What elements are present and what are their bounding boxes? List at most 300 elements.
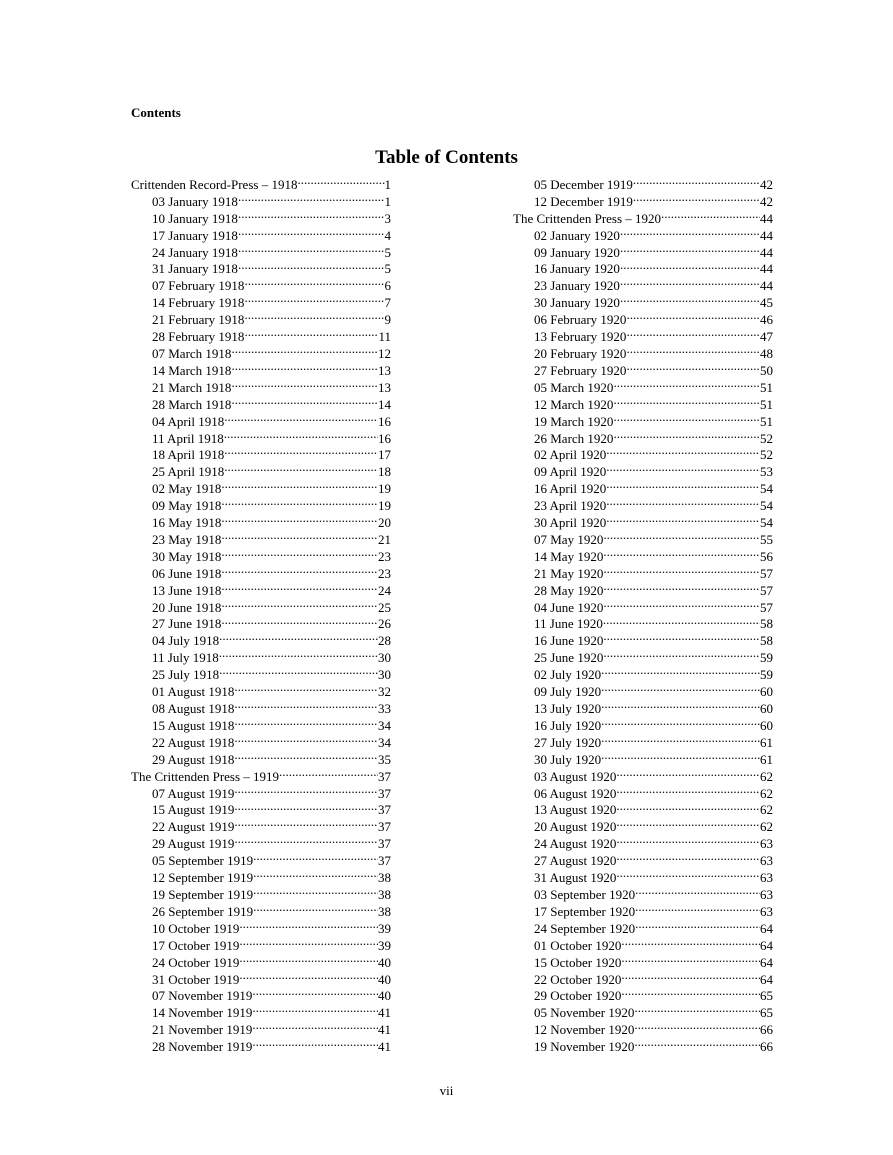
toc-entry-label: 27 February 1920 bbox=[534, 362, 627, 378]
toc-entry-label: 21 May 1920 bbox=[534, 565, 604, 581]
toc-dot-leader bbox=[601, 747, 760, 764]
toc-entry-label: 27 June 1918 bbox=[152, 616, 222, 632]
toc-dot-leader bbox=[616, 798, 760, 815]
toc-entry-page: 53 bbox=[760, 464, 773, 480]
toc-dot-leader bbox=[234, 831, 378, 848]
toc-entry-page: 65 bbox=[760, 1005, 773, 1021]
toc-dot-leader bbox=[221, 510, 378, 527]
toc-entry-label: 08 August 1918 bbox=[152, 701, 235, 716]
toc-entry-label: The Crittenden Press – 1919 bbox=[131, 768, 280, 784]
toc-dot-leader bbox=[252, 1000, 378, 1017]
toc-entry-page: 44 bbox=[760, 261, 773, 277]
toc-dot-leader bbox=[231, 358, 378, 375]
toc-dot-leader bbox=[244, 307, 384, 324]
toc-entry-label: 12 December 1919 bbox=[534, 193, 633, 209]
toc-entry-label: 14 May 1920 bbox=[534, 548, 604, 564]
toc-entry-label: 16 April 1920 bbox=[534, 481, 607, 497]
toc-dot-leader bbox=[234, 679, 378, 696]
toc-dot-leader bbox=[221, 578, 378, 595]
toc-dot-leader bbox=[219, 645, 378, 662]
toc-entry-page: 66 bbox=[760, 1039, 773, 1055]
toc-dot-leader bbox=[634, 1034, 760, 1051]
toc-entry-page: 63 bbox=[760, 870, 773, 886]
toc-entry-label: 05 December 1919 bbox=[534, 176, 633, 192]
toc-dot-leader bbox=[244, 324, 378, 341]
toc-entry-page: 40 bbox=[378, 988, 391, 1004]
toc-entry-page: 47 bbox=[760, 329, 773, 345]
toc-entry-label: 06 August 1920 bbox=[534, 785, 617, 801]
toc-entry-page: 41 bbox=[378, 1022, 391, 1038]
toc-dot-leader bbox=[603, 578, 760, 595]
toc-entry-page: 17 bbox=[378, 447, 391, 463]
toc-dot-leader bbox=[633, 172, 760, 189]
toc-entry-label: 30 April 1920 bbox=[534, 515, 607, 531]
toc-entry-label: 22 October 1920 bbox=[534, 971, 622, 987]
toc-entry-page: 39 bbox=[378, 937, 391, 953]
toc-entry-label: 30 May 1918 bbox=[152, 548, 222, 564]
toc-entry-label: 13 June 1918 bbox=[152, 582, 222, 598]
toc-entry-label: The Crittenden Press – 1920 bbox=[513, 210, 662, 226]
toc-entry-label: 15 October 1920 bbox=[534, 954, 622, 970]
toc-entry-label: 02 April 1920 bbox=[534, 447, 607, 463]
toc-entry-label: 28 March 1918 bbox=[152, 396, 232, 412]
toc-dot-leader bbox=[621, 933, 760, 950]
toc-entry-label: 07 November 1919 bbox=[152, 988, 253, 1004]
toc-entry-page: 42 bbox=[760, 176, 773, 192]
toc-entry-label: 25 June 1920 bbox=[534, 650, 604, 666]
toc-entry-page: 34 bbox=[378, 717, 391, 733]
toc-entry-page: 44 bbox=[760, 227, 773, 243]
toc-dot-leader bbox=[252, 984, 378, 1001]
toc-dot-leader bbox=[603, 628, 760, 645]
toc-entry-page: 6 bbox=[384, 278, 391, 294]
toc-dot-leader bbox=[234, 747, 378, 764]
toc-entry-label: 16 June 1920 bbox=[534, 633, 604, 649]
toc-dot-leader bbox=[620, 257, 760, 274]
toc-entry-label: 15 August 1918 bbox=[152, 717, 235, 733]
toc-entry-page: 64 bbox=[760, 937, 773, 953]
toc-entry-page: 57 bbox=[760, 599, 773, 615]
toc-entry-label: 05 September 1919 bbox=[152, 853, 254, 869]
toc-entry-page: 37 bbox=[378, 819, 391, 835]
toc-dot-leader bbox=[221, 612, 378, 629]
toc-entry-label: 13 August 1920 bbox=[534, 802, 617, 818]
toc-entry-page: 62 bbox=[760, 768, 773, 784]
toc-dot-leader bbox=[634, 1017, 760, 1034]
toc-entry-page: 33 bbox=[378, 701, 391, 716]
toc-entry-page: 37 bbox=[378, 853, 391, 869]
page-number: vii bbox=[439, 1083, 454, 1098]
toc-entry-label: 11 July 1918 bbox=[152, 650, 219, 666]
toc-entry-page: 62 bbox=[760, 785, 773, 801]
toc-entry-label: 10 January 1918 bbox=[152, 210, 238, 226]
toc-entry-label: 09 April 1920 bbox=[534, 464, 607, 480]
toc-dot-leader bbox=[606, 493, 760, 510]
toc-entry-label: 24 September 1920 bbox=[534, 920, 636, 936]
toc-dot-leader bbox=[603, 595, 760, 612]
toc-entry-page: 16 bbox=[378, 413, 391, 429]
toc-entry-label: 26 September 1919 bbox=[152, 903, 254, 919]
toc-dot-leader bbox=[613, 409, 760, 426]
toc-entry-page: 66 bbox=[760, 1022, 773, 1038]
toc-dot-leader bbox=[231, 392, 378, 409]
toc-entry-label: 31 January 1918 bbox=[152, 261, 238, 277]
toc-dot-leader bbox=[219, 662, 378, 679]
toc-entry-label: 01 August 1918 bbox=[152, 684, 235, 700]
toc-dot-leader bbox=[601, 696, 760, 713]
toc-entry-page: 21 bbox=[378, 531, 391, 547]
toc-entry-page: 52 bbox=[760, 447, 773, 463]
toc-entry-page: 26 bbox=[378, 616, 391, 632]
toc-dot-leader bbox=[613, 392, 760, 409]
toc-dot-leader bbox=[621, 967, 760, 984]
toc-entry-page: 45 bbox=[760, 295, 773, 311]
toc-entry-label: 23 April 1920 bbox=[534, 498, 607, 514]
toc-dot-leader bbox=[297, 172, 384, 189]
toc-dot-leader bbox=[616, 848, 760, 865]
toc-dot-leader bbox=[626, 324, 760, 341]
toc-entry-label: 09 January 1920 bbox=[534, 244, 620, 260]
toc-entry-label: 07 February 1918 bbox=[152, 278, 245, 294]
toc-dot-leader bbox=[606, 476, 760, 493]
toc-dot-leader bbox=[620, 290, 760, 307]
toc-dot-leader bbox=[224, 443, 378, 460]
toc-dot-leader bbox=[616, 781, 760, 798]
toc-entry-page: 41 bbox=[378, 1039, 391, 1055]
toc-entry-page: 30 bbox=[378, 667, 391, 683]
toc-entry-label: 13 July 1920 bbox=[534, 701, 602, 716]
toc-entry-label: 07 May 1920 bbox=[534, 531, 604, 547]
toc-dot-leader bbox=[238, 240, 385, 257]
toc-dot-leader bbox=[238, 206, 385, 223]
toc-dot-leader bbox=[620, 240, 760, 257]
toc-dot-leader bbox=[634, 1000, 760, 1017]
toc-entry-page: 44 bbox=[760, 210, 773, 226]
toc-entry-page: 63 bbox=[760, 886, 773, 902]
toc-left-column bbox=[131, 172, 391, 1055]
toc-entry-page: 40 bbox=[378, 971, 391, 987]
toc-entry-label: 24 January 1918 bbox=[152, 244, 238, 260]
toc-dot-leader bbox=[239, 967, 378, 984]
toc-entry-label: 02 May 1918 bbox=[152, 481, 222, 497]
toc-entry-label: 05 November 1920 bbox=[534, 1005, 635, 1021]
toc-entry-label: 12 March 1920 bbox=[534, 396, 614, 412]
toc-entry-label: 28 November 1919 bbox=[152, 1039, 253, 1055]
toc-dot-leader bbox=[231, 341, 378, 358]
toc-dot-leader bbox=[253, 899, 378, 916]
toc-entry-label: 03 August 1920 bbox=[534, 768, 617, 784]
toc-entry-page: 11 bbox=[378, 329, 391, 345]
toc-entry-page: 57 bbox=[760, 565, 773, 581]
section-header: Contents bbox=[131, 105, 181, 120]
toc-dot-leader bbox=[603, 561, 760, 578]
toc-title: Table of Contents bbox=[375, 147, 518, 168]
toc-entry-page: 38 bbox=[378, 903, 391, 919]
toc-entry-page: 37 bbox=[378, 768, 391, 784]
toc-dot-leader bbox=[620, 273, 760, 290]
toc-dot-leader bbox=[661, 206, 760, 223]
toc-dot-leader bbox=[279, 764, 378, 781]
toc-dot-leader bbox=[221, 561, 378, 578]
toc-entry-label: 31 August 1920 bbox=[534, 870, 617, 886]
toc-dot-leader bbox=[234, 696, 378, 713]
toc-entry-page: 34 bbox=[378, 734, 391, 750]
toc-entry-page: 18 bbox=[378, 464, 391, 480]
toc-entry-page: 40 bbox=[378, 954, 391, 970]
toc-entry-label: 04 April 1918 bbox=[152, 413, 225, 429]
toc-dot-leader bbox=[224, 459, 378, 476]
toc-entry-page: 5 bbox=[384, 244, 391, 260]
toc-entry-label: 19 November 1920 bbox=[534, 1039, 635, 1055]
toc-entry-label: 03 September 1920 bbox=[534, 886, 636, 902]
toc-entry-label: 14 March 1918 bbox=[152, 362, 232, 378]
toc-dot-leader bbox=[221, 493, 378, 510]
toc-entry-page: 38 bbox=[378, 886, 391, 902]
toc-dot-leader bbox=[601, 730, 760, 747]
toc-entry-page: 16 bbox=[378, 430, 391, 446]
toc-entry-page: 19 bbox=[378, 481, 391, 497]
toc-entry-page: 39 bbox=[378, 920, 391, 936]
toc-entry-label: 21 March 1918 bbox=[152, 379, 232, 395]
toc-entry-page: 19 bbox=[378, 498, 391, 514]
toc-entry-label: 04 June 1920 bbox=[534, 599, 604, 615]
toc-entry-page: 32 bbox=[378, 684, 391, 700]
toc-entry-page: 25 bbox=[378, 599, 391, 615]
toc-dot-leader bbox=[239, 950, 378, 967]
toc-entry-page: 13 bbox=[378, 362, 391, 378]
toc-dot-leader bbox=[238, 189, 385, 206]
toc-entry-page: 23 bbox=[378, 565, 391, 581]
toc-dot-leader bbox=[635, 899, 760, 916]
toc-dot-leader bbox=[234, 730, 378, 747]
toc-entry-page: 37 bbox=[378, 802, 391, 818]
toc-entry-label: 31 October 1919 bbox=[152, 971, 240, 987]
toc-entry-label: 23 January 1920 bbox=[534, 278, 620, 294]
toc-entry-page: 41 bbox=[378, 1005, 391, 1021]
toc-entry-label: 16 May 1918 bbox=[152, 515, 222, 531]
toc-dot-leader bbox=[616, 865, 760, 882]
toc-entry-page: 50 bbox=[760, 362, 773, 378]
toc-entry-label: 24 October 1919 bbox=[152, 954, 240, 970]
toc-entry-label: 17 January 1918 bbox=[152, 227, 238, 243]
toc-dot-leader bbox=[626, 341, 760, 358]
toc-entry-label: 13 February 1920 bbox=[534, 329, 627, 345]
toc-entry-page: 14 bbox=[378, 396, 391, 412]
toc-dot-leader bbox=[244, 290, 384, 307]
toc-entry-page: 42 bbox=[760, 193, 773, 209]
toc-entry-page: 48 bbox=[760, 345, 773, 361]
toc-entry-label: 11 June 1920 bbox=[534, 616, 603, 632]
toc-dot-leader bbox=[603, 544, 760, 561]
toc-entry-page: 28 bbox=[378, 633, 391, 649]
toc-entry-page: 38 bbox=[378, 870, 391, 886]
toc-entry-page: 4 bbox=[384, 227, 391, 243]
toc-entry-label: 09 May 1918 bbox=[152, 498, 222, 514]
toc-entry-label: 29 October 1920 bbox=[534, 988, 622, 1004]
toc-entry-label: 01 October 1920 bbox=[534, 937, 622, 953]
toc-dot-leader bbox=[626, 307, 760, 324]
toc-dot-leader bbox=[633, 189, 760, 206]
toc-entry-label: 22 August 1918 bbox=[152, 734, 235, 750]
toc-entry-label: 28 May 1920 bbox=[534, 582, 604, 598]
toc-entry-page: 7 bbox=[384, 295, 391, 311]
toc-entry-page: 24 bbox=[378, 582, 391, 598]
toc-entry-label: 12 September 1919 bbox=[152, 870, 254, 886]
toc-entry-label: 29 August 1919 bbox=[152, 836, 235, 852]
toc-entry-label: 30 July 1920 bbox=[534, 751, 602, 767]
toc-entry-page: 64 bbox=[760, 971, 773, 987]
toc-dot-leader bbox=[253, 865, 378, 882]
toc-dot-leader bbox=[253, 882, 378, 899]
toc-dot-leader bbox=[224, 426, 378, 443]
toc-dot-leader bbox=[239, 933, 378, 950]
toc-entry-label: 28 February 1918 bbox=[152, 329, 245, 345]
toc-entry-page: 61 bbox=[760, 751, 773, 767]
toc-entry-page: 63 bbox=[760, 853, 773, 869]
toc-dot-leader bbox=[620, 223, 760, 240]
toc-dot-leader bbox=[603, 645, 760, 662]
toc-dot-leader bbox=[616, 831, 760, 848]
toc-entry-page: 51 bbox=[760, 413, 773, 429]
toc-dot-leader bbox=[234, 713, 378, 730]
toc-entry-page: 60 bbox=[760, 717, 773, 733]
toc-entry-label: 14 November 1919 bbox=[152, 1005, 253, 1021]
toc-entry-page: 63 bbox=[760, 836, 773, 852]
toc-dot-leader bbox=[253, 848, 378, 865]
toc-entry-page: 51 bbox=[760, 396, 773, 412]
toc-dot-leader bbox=[601, 679, 760, 696]
toc-dot-leader bbox=[221, 595, 378, 612]
toc-entry-page: 60 bbox=[760, 684, 773, 700]
toc-entry-page: 12 bbox=[378, 345, 391, 361]
toc-entry-page: 37 bbox=[378, 785, 391, 801]
toc-entry-label: 02 July 1920 bbox=[534, 667, 602, 683]
toc-dot-leader bbox=[252, 1017, 378, 1034]
toc-dot-leader bbox=[219, 628, 378, 645]
toc-dot-leader bbox=[601, 713, 760, 730]
toc-entry-label: 07 August 1919 bbox=[152, 785, 235, 801]
toc-entry-page: 1 bbox=[384, 176, 391, 192]
toc-entry-page: 59 bbox=[760, 667, 773, 683]
toc-entry-label: 17 September 1920 bbox=[534, 903, 636, 919]
toc-dot-leader bbox=[239, 916, 378, 933]
toc-entry-label: 20 August 1920 bbox=[534, 819, 617, 835]
toc-entry-label: 25 July 1918 bbox=[152, 667, 220, 683]
toc-entry-page: 46 bbox=[760, 312, 773, 328]
toc-entry-page: 62 bbox=[760, 819, 773, 835]
toc-entry-label: 26 March 1920 bbox=[534, 430, 614, 446]
toc-entry-label: 19 March 1920 bbox=[534, 413, 614, 429]
toc-entry-page: 54 bbox=[760, 515, 773, 531]
toc-entry-label: 04 July 1918 bbox=[152, 633, 220, 649]
toc-entry-page: 58 bbox=[760, 633, 773, 649]
toc-dot-leader bbox=[238, 223, 385, 240]
toc-entry-label: Crittenden Record-Press – 1918 bbox=[131, 176, 298, 192]
toc-entry-label: 16 January 1920 bbox=[534, 261, 620, 277]
toc-dot-leader bbox=[238, 257, 385, 274]
toc-dot-leader bbox=[613, 426, 760, 443]
toc-entry-page: 64 bbox=[760, 920, 773, 936]
toc-entry-label: 10 October 1919 bbox=[152, 920, 240, 936]
toc-dot-leader bbox=[606, 459, 760, 476]
toc-entry-label: 02 January 1920 bbox=[534, 227, 620, 243]
toc-dot-leader bbox=[231, 375, 378, 392]
toc-entry-page: 30 bbox=[378, 650, 391, 666]
toc-dot-leader bbox=[621, 950, 760, 967]
toc-entry[interactable] bbox=[513, 172, 773, 192]
toc-entry-page: 55 bbox=[760, 531, 773, 547]
toc-dot-leader bbox=[616, 814, 760, 831]
toc-entry-label: 20 June 1918 bbox=[152, 599, 222, 615]
toc-entry-page: 63 bbox=[760, 903, 773, 919]
toc-entry-label: 11 April 1918 bbox=[152, 430, 224, 446]
toc-entry-label: 24 August 1920 bbox=[534, 836, 617, 852]
toc-entry-page: 23 bbox=[378, 548, 391, 564]
toc-dot-leader bbox=[613, 375, 760, 392]
toc-dot-leader bbox=[616, 764, 760, 781]
toc-dot-leader bbox=[221, 544, 378, 561]
toc-entry-page: 58 bbox=[760, 616, 773, 632]
toc-dot-leader bbox=[603, 527, 760, 544]
toc-dot-leader bbox=[221, 476, 378, 493]
toc-entry-label: 05 March 1920 bbox=[534, 379, 614, 395]
toc-entry-page: 51 bbox=[760, 379, 773, 395]
toc-dot-leader bbox=[234, 781, 378, 798]
toc-dot-leader bbox=[601, 662, 760, 679]
toc-entry-page: 62 bbox=[760, 802, 773, 818]
toc-entry-page: 1 bbox=[384, 193, 391, 209]
toc-entry-label: 14 February 1918 bbox=[152, 295, 245, 311]
toc-dot-leader bbox=[221, 527, 378, 544]
toc-entry-page: 60 bbox=[760, 701, 773, 716]
toc-dot-leader bbox=[606, 510, 760, 527]
toc-entry-label: 12 November 1920 bbox=[534, 1022, 635, 1038]
toc-entry-label: 06 June 1918 bbox=[152, 565, 222, 581]
toc-entry-label: 16 July 1920 bbox=[534, 717, 602, 733]
toc-entry-label: 18 April 1918 bbox=[152, 447, 225, 463]
toc-entry-label: 29 August 1918 bbox=[152, 751, 235, 767]
toc-entry-page: 61 bbox=[760, 734, 773, 750]
toc-entry-label: 07 March 1918 bbox=[152, 345, 232, 361]
toc-entry[interactable] bbox=[131, 172, 391, 192]
toc-dot-leader bbox=[224, 409, 378, 426]
toc-entry-label: 09 July 1920 bbox=[534, 684, 602, 700]
toc-entry-page: 9 bbox=[384, 312, 391, 328]
toc-dot-leader bbox=[626, 358, 760, 375]
toc-entry-page: 13 bbox=[378, 379, 391, 395]
toc-dot-leader bbox=[244, 273, 384, 290]
toc-dot-leader bbox=[635, 916, 760, 933]
toc-entry-page: 3 bbox=[384, 210, 391, 226]
toc-entry-label: 25 April 1918 bbox=[152, 464, 225, 480]
toc-entry-label: 27 August 1920 bbox=[534, 853, 617, 869]
toc-entry-label: 03 January 1918 bbox=[152, 193, 238, 209]
toc-entry-page: 5 bbox=[384, 261, 391, 277]
toc-entry-page: 57 bbox=[760, 582, 773, 598]
toc-entry-label: 20 February 1920 bbox=[534, 345, 627, 361]
toc-dot-leader bbox=[606, 443, 760, 460]
toc-entry-page: 54 bbox=[760, 498, 773, 514]
toc-entry-page: 54 bbox=[760, 481, 773, 497]
toc-entry-label: 23 May 1918 bbox=[152, 531, 222, 547]
toc-dot-leader bbox=[635, 882, 760, 899]
toc-dot-leader bbox=[234, 814, 378, 831]
toc-entry-label: 15 August 1919 bbox=[152, 802, 235, 818]
toc-dot-leader bbox=[252, 1034, 378, 1051]
toc-entry-label: 21 November 1919 bbox=[152, 1022, 253, 1038]
toc-right-column bbox=[513, 172, 773, 1055]
toc-entry-label: 27 July 1920 bbox=[534, 734, 602, 750]
